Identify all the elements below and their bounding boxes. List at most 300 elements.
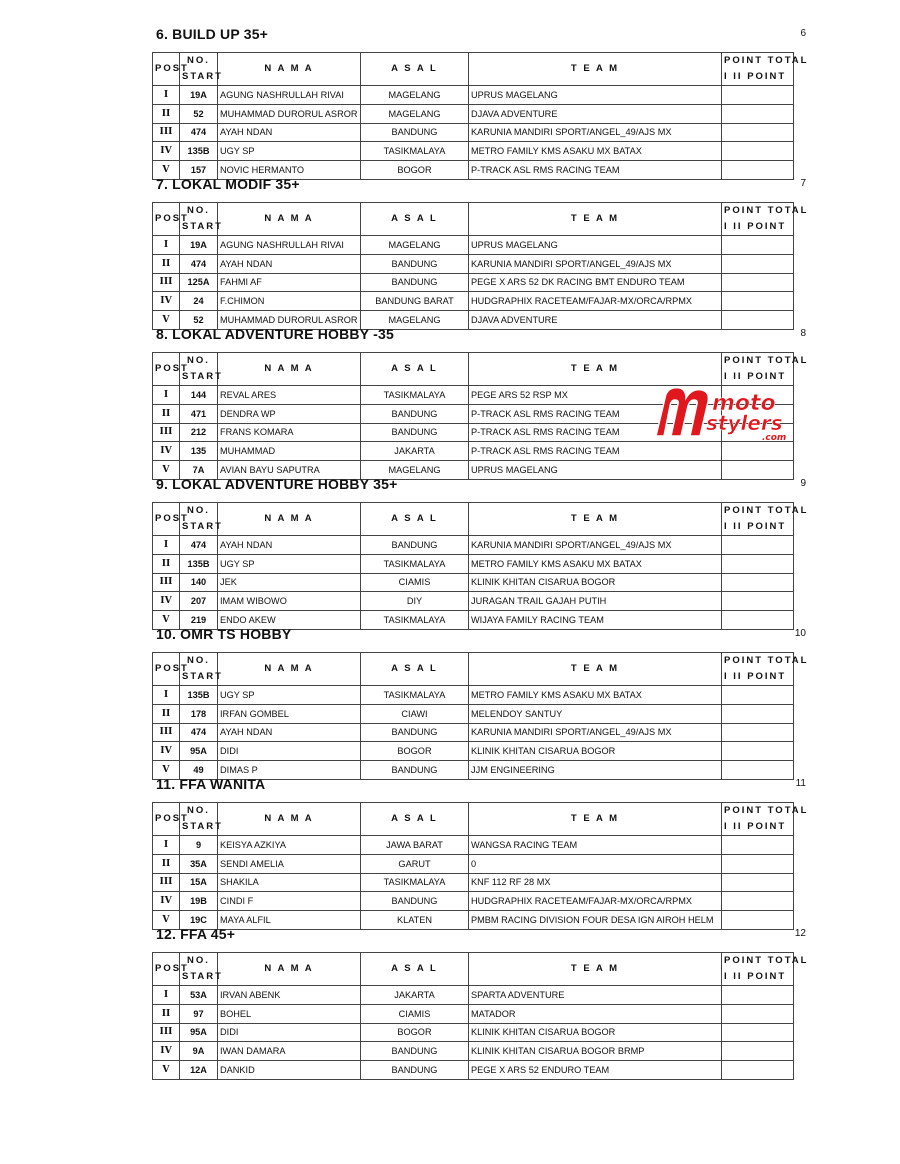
header-point-total xyxy=(722,503,809,536)
cell-post: III xyxy=(153,423,180,442)
header-point-total-text: I II POINT xyxy=(724,821,787,832)
cell-nama: JEK xyxy=(218,573,361,592)
cell-nama: IWAN DAMARA xyxy=(218,1042,361,1061)
cell-asal: TASIKMALAYA xyxy=(361,142,469,161)
cell-nama: BOHEL xyxy=(218,1004,361,1023)
table-row xyxy=(153,1004,794,1023)
header-point-total xyxy=(722,203,809,236)
cell-no: 97 xyxy=(180,1004,218,1023)
header-team-text: T E A M xyxy=(570,363,620,374)
cell-no: 140 xyxy=(180,573,218,592)
table-row xyxy=(153,854,794,873)
cell-nama: MUHAMMAD DURORUL ASROR xyxy=(218,104,361,123)
cell-no: 7A xyxy=(180,461,218,480)
cell-point-total xyxy=(722,142,794,161)
results-table xyxy=(152,952,809,1080)
cell-asal: BOGOR xyxy=(361,161,469,180)
cell-no: 135B xyxy=(180,554,218,573)
section-header xyxy=(152,776,808,796)
cell-nama: IMAM WIBOWO xyxy=(218,592,361,611)
cell-no: 9 xyxy=(180,836,218,855)
header-post-text: POST xyxy=(155,513,189,524)
cell-post: III xyxy=(153,723,180,742)
section-title: 9. LOKAL ADVENTURE HOBBY 35+ xyxy=(156,476,398,492)
header-asal xyxy=(361,53,469,86)
motostylers-logo xyxy=(650,380,810,444)
cell-nama: DANKID xyxy=(218,1061,361,1080)
section-number: 8 xyxy=(800,328,806,339)
header-no-start-text: NO. xyxy=(187,955,210,966)
cell-post: II xyxy=(153,1004,180,1023)
cell-team: P-TRACK ASL RMS RACING TEAM xyxy=(469,442,722,461)
header-no-start-text: NO. xyxy=(187,655,210,666)
table-row xyxy=(153,873,794,892)
header-nama xyxy=(218,203,361,236)
table-row xyxy=(153,1023,794,1042)
header-team-text: T E A M xyxy=(570,63,620,74)
cell-asal: DIY xyxy=(361,592,469,611)
cell-point-total xyxy=(722,573,794,592)
header-nama-text: N A M A xyxy=(264,963,314,974)
header-no-start-text: START xyxy=(182,371,223,382)
cell-asal: MAGELANG xyxy=(361,461,469,480)
header-asal xyxy=(361,353,469,386)
table-row xyxy=(153,104,794,123)
cell-team: JURAGAN TRAIL GAJAH PUTIH xyxy=(469,592,722,611)
table-row xyxy=(153,254,794,273)
cell-asal: BANDUNG xyxy=(361,536,469,555)
cell-nama: CINDI F xyxy=(218,892,361,911)
header-nama xyxy=(218,653,361,686)
table-row xyxy=(153,686,794,705)
cell-nama: AGUNG NASHRULLAH RIVAI xyxy=(218,86,361,105)
header-post xyxy=(153,53,189,86)
section-title: 10. OMR TS HOBBY xyxy=(156,626,292,642)
cell-asal: MAGELANG xyxy=(361,311,469,330)
header-team xyxy=(469,953,722,986)
cell-point-total xyxy=(722,292,794,311)
header-point-total-text: POINT TOTAL xyxy=(724,805,809,816)
cell-point-total xyxy=(722,986,794,1005)
cell-no: 12A xyxy=(180,1061,218,1080)
table-row xyxy=(153,573,794,592)
cell-post: III xyxy=(153,573,180,592)
header-no-start-text: START xyxy=(182,671,223,682)
cell-point-total xyxy=(722,86,794,105)
cell-post: IV xyxy=(153,742,180,761)
cell-asal: KLATEN xyxy=(361,911,469,930)
cell-post: V xyxy=(153,761,180,780)
section-header xyxy=(152,626,808,646)
cell-no: 52 xyxy=(180,311,218,330)
cell-post: V xyxy=(153,911,180,930)
cell-point-total xyxy=(722,1004,794,1023)
cell-team: P-TRACK ASL RMS RACING TEAM xyxy=(469,161,722,180)
header-nama xyxy=(218,503,361,536)
cell-team: UPRUS MAGELANG xyxy=(469,86,722,105)
cell-no: 135B xyxy=(180,142,218,161)
table-row xyxy=(153,1061,794,1080)
header-post xyxy=(153,653,189,686)
cell-post: IV xyxy=(153,892,180,911)
cell-team: HUDGRAPHIX RACETEAM/FAJAR-MX/ORCA/RPMX xyxy=(469,292,722,311)
cell-team: KLINIK KHITAN CISARUA BOGOR xyxy=(469,742,722,761)
header-asal-text: A S A L xyxy=(391,63,438,74)
header-no-start-text: START xyxy=(182,521,223,532)
cell-team: UPRUS MAGELANG xyxy=(469,461,722,480)
header-no-start xyxy=(180,953,223,986)
cell-team: WANGSA RACING TEAM xyxy=(469,836,722,855)
header-post-text: POST xyxy=(155,63,189,74)
header-nama-text: N A M A xyxy=(264,663,314,674)
cell-no: 178 xyxy=(180,704,218,723)
cell-post: V xyxy=(153,311,180,330)
cell-nama: DIDI xyxy=(218,1023,361,1042)
header-nama xyxy=(218,353,361,386)
header-team xyxy=(469,803,722,836)
cell-no: 207 xyxy=(180,592,218,611)
header-asal-text: A S A L xyxy=(391,963,438,974)
cell-asal: JAKARTA xyxy=(361,986,469,1005)
section-title: 6. BUILD UP 35+ xyxy=(156,26,269,42)
cell-post: I xyxy=(153,536,180,555)
cell-team: DJAVA ADVENTURE xyxy=(469,104,722,123)
header-team xyxy=(469,203,722,236)
cell-team: METRO FAMILY KMS ASAKU MX BATAX xyxy=(469,686,722,705)
cell-post: I xyxy=(153,86,180,105)
cell-point-total xyxy=(722,536,794,555)
cell-team: UPRUS MAGELANG xyxy=(469,236,722,255)
cell-no: 95A xyxy=(180,742,218,761)
cell-no: 19C xyxy=(180,911,218,930)
cell-no: 157 xyxy=(180,161,218,180)
cell-nama: DENDRA WP xyxy=(218,404,361,423)
cell-no: 95A xyxy=(180,1023,218,1042)
section-number: 7 xyxy=(800,178,806,189)
cell-no: 144 xyxy=(180,386,218,405)
cell-point-total xyxy=(722,704,794,723)
cell-nama: AYAH NDAN xyxy=(218,536,361,555)
header-nama xyxy=(218,53,361,86)
cell-asal: JAKARTA xyxy=(361,442,469,461)
cell-post: IV xyxy=(153,142,180,161)
table-row xyxy=(153,986,794,1005)
header-team-text: T E A M xyxy=(570,663,620,674)
cell-nama: SHAKILA xyxy=(218,873,361,892)
cell-asal: BANDUNG xyxy=(361,254,469,273)
cell-team: MATADOR xyxy=(469,1004,722,1023)
cell-team: PEGE X ARS 52 DK RACING BMT ENDURO TEAM xyxy=(469,273,722,292)
cell-point-total xyxy=(722,1061,794,1080)
header-post xyxy=(153,803,189,836)
header-asal xyxy=(361,653,469,686)
cell-nama: NOVIC HERMANTO xyxy=(218,161,361,180)
table-row xyxy=(153,442,794,461)
cell-asal: BANDUNG BARAT xyxy=(361,292,469,311)
cell-team: P-TRACK ASL RMS RACING TEAM xyxy=(469,423,722,442)
table-row xyxy=(153,86,794,105)
cell-nama: UGY SP xyxy=(218,554,361,573)
cell-nama: ENDO AKEW xyxy=(218,611,361,630)
header-asal-text: A S A L xyxy=(391,213,438,224)
section-number: 11 xyxy=(795,778,806,789)
cell-asal: BANDUNG xyxy=(361,761,469,780)
cell-post: III xyxy=(153,273,180,292)
cell-point-total xyxy=(722,592,794,611)
cell-team: METRO FAMILY KMS ASAKU MX BATAX xyxy=(469,554,722,573)
cell-point-total xyxy=(722,273,794,292)
header-point-total-text: I II POINT xyxy=(724,671,787,682)
cell-point-total xyxy=(722,236,794,255)
section-header xyxy=(152,326,808,346)
header-point-total-text: POINT TOTAL xyxy=(724,505,809,516)
header-nama-text: N A M A xyxy=(264,363,314,374)
header-no-start-text: NO. xyxy=(187,805,210,816)
header-team-text: T E A M xyxy=(570,213,620,224)
header-post xyxy=(153,353,189,386)
result-section xyxy=(152,626,809,776)
table-row xyxy=(153,742,794,761)
cell-post: III xyxy=(153,123,180,142)
cell-post: IV xyxy=(153,1042,180,1061)
results-table xyxy=(152,652,809,780)
header-point-total xyxy=(722,953,809,986)
cell-team: 0 xyxy=(469,854,722,873)
cell-team: MELENDOY SANTUY xyxy=(469,704,722,723)
cell-no: 15A xyxy=(180,873,218,892)
header-no-start xyxy=(180,503,223,536)
cell-point-total xyxy=(722,723,794,742)
header-post-text: POST xyxy=(155,363,189,374)
section-title: 11. FFA WANITA xyxy=(156,776,266,792)
header-nama-text: N A M A xyxy=(264,813,314,824)
cell-post: I xyxy=(153,836,180,855)
table-row xyxy=(153,892,794,911)
cell-post: II xyxy=(153,254,180,273)
header-no-start xyxy=(180,353,223,386)
cell-nama: REVAL ARES xyxy=(218,386,361,405)
header-nama xyxy=(218,953,361,986)
header-no-start xyxy=(180,653,223,686)
header-post-text: POST xyxy=(155,963,189,974)
cell-asal: CIAMIS xyxy=(361,1004,469,1023)
cell-no: 474 xyxy=(180,254,218,273)
cell-post: V xyxy=(153,1061,180,1080)
header-no-start xyxy=(180,203,223,236)
header-no-start-text: START xyxy=(182,971,223,982)
section-number: 10 xyxy=(794,628,806,639)
cell-no: 474 xyxy=(180,723,218,742)
cell-team: KARUNIA MANDIRI SPORT/ANGEL_49/AJS MX xyxy=(469,123,722,142)
cell-post: II xyxy=(153,104,180,123)
results-table xyxy=(152,502,809,630)
header-no-start xyxy=(180,803,223,836)
cell-point-total xyxy=(722,442,794,461)
header-asal-text: A S A L xyxy=(391,363,438,374)
cell-no: 219 xyxy=(180,611,218,630)
table-row xyxy=(153,723,794,742)
cell-asal: CIAWI xyxy=(361,704,469,723)
table-row xyxy=(153,704,794,723)
logo-m-mark xyxy=(656,388,708,436)
section-title: 12. FFA 45+ xyxy=(156,926,236,942)
header-no-start-text: NO. xyxy=(187,205,210,216)
header-no-start-text: NO. xyxy=(187,505,210,516)
header-nama-text: N A M A xyxy=(264,63,314,74)
cell-nama: DIDI xyxy=(218,742,361,761)
cell-nama: MUHAMMAD xyxy=(218,442,361,461)
logo-text-stylers: stylers xyxy=(706,411,783,435)
cell-nama: AVIAN BAYU SAPUTRA xyxy=(218,461,361,480)
section-header xyxy=(152,476,808,496)
header-post xyxy=(153,203,189,236)
cell-point-total xyxy=(722,123,794,142)
cell-nama: FAHMI AF xyxy=(218,273,361,292)
cell-point-total xyxy=(722,892,794,911)
header-post-text: POST xyxy=(155,813,189,824)
cell-team: PEGE X ARS 52 ENDURO TEAM xyxy=(469,1061,722,1080)
header-point-total-text: I II POINT xyxy=(724,971,787,982)
section-number: 9 xyxy=(800,478,806,489)
cell-no: 19A xyxy=(180,86,218,105)
cell-point-total xyxy=(722,104,794,123)
table-header-row xyxy=(153,953,794,986)
cell-team: JJM ENGINEERING xyxy=(469,761,722,780)
header-point-total-text: POINT TOTAL xyxy=(724,355,809,366)
cell-no: 471 xyxy=(180,404,218,423)
cell-no: 135B xyxy=(180,686,218,705)
result-section xyxy=(152,26,809,176)
cell-team: KARUNIA MANDIRI SPORT/ANGEL_49/AJS MX xyxy=(469,254,722,273)
logo-text-com: .com xyxy=(762,433,787,443)
cell-point-total xyxy=(722,254,794,273)
cell-team: P-TRACK ASL RMS RACING TEAM xyxy=(469,404,722,423)
header-nama-text: N A M A xyxy=(264,213,314,224)
section-header xyxy=(152,176,808,196)
table-row xyxy=(153,142,794,161)
cell-team: DJAVA ADVENTURE xyxy=(469,311,722,330)
header-asal xyxy=(361,953,469,986)
cell-nama: UGY SP xyxy=(218,142,361,161)
header-asal-text: A S A L xyxy=(391,513,438,524)
cell-post: II xyxy=(153,854,180,873)
header-team-text: T E A M xyxy=(570,963,620,974)
cell-no: 9A xyxy=(180,1042,218,1061)
result-section xyxy=(152,176,809,326)
results-table xyxy=(152,52,809,180)
header-point-total-text: I II POINT xyxy=(724,371,787,382)
cell-asal: BOGOR xyxy=(361,1023,469,1042)
cell-asal: BANDUNG xyxy=(361,1061,469,1080)
cell-team: WIJAYA FAMILY RACING TEAM xyxy=(469,611,722,630)
header-point-total-text: POINT TOTAL xyxy=(724,55,809,66)
cell-point-total xyxy=(722,873,794,892)
cell-asal: BANDUNG xyxy=(361,404,469,423)
header-no-start-text: START xyxy=(182,221,223,232)
cell-asal: GARUT xyxy=(361,854,469,873)
cell-nama: IRFAN GOMBEL xyxy=(218,704,361,723)
header-asal xyxy=(361,203,469,236)
cell-point-total xyxy=(722,742,794,761)
table-row xyxy=(153,592,794,611)
cell-team: KNF 112 RF 28 MX xyxy=(469,873,722,892)
header-nama xyxy=(218,803,361,836)
cell-no: 53A xyxy=(180,986,218,1005)
cell-team: SPARTA ADVENTURE xyxy=(469,986,722,1005)
table-row xyxy=(153,836,794,855)
header-no-start-text: START xyxy=(182,821,223,832)
header-team-text: T E A M xyxy=(570,813,620,824)
cell-nama: IRVAN ABENK xyxy=(218,986,361,1005)
header-point-total-text: POINT TOTAL xyxy=(724,955,809,966)
section-title: 7. LOKAL MODIF 35+ xyxy=(156,176,300,192)
cell-point-total xyxy=(722,686,794,705)
cell-asal: TASIKMALAYA xyxy=(361,611,469,630)
result-section xyxy=(152,926,809,1076)
cell-post: V xyxy=(153,461,180,480)
cell-post: IV xyxy=(153,292,180,311)
table-row xyxy=(153,273,794,292)
cell-no: 19A xyxy=(180,236,218,255)
table-row xyxy=(153,554,794,573)
cell-nama: F.CHIMON xyxy=(218,292,361,311)
header-point-total-text: POINT TOTAL xyxy=(724,205,809,216)
header-asal-text: A S A L xyxy=(391,813,438,824)
cell-asal: TASIKMALAYA xyxy=(361,554,469,573)
cell-asal: MAGELANG xyxy=(361,104,469,123)
cell-nama: AYAH NDAN xyxy=(218,723,361,742)
results-table xyxy=(152,802,809,930)
cell-asal: BANDUNG xyxy=(361,892,469,911)
cell-nama: FRANS KOMARA xyxy=(218,423,361,442)
cell-nama: AYAH NDAN xyxy=(218,254,361,273)
results-table xyxy=(152,202,809,330)
cell-team: PMBM RACING DIVISION FOUR DESA IGN AIROH HELM xyxy=(469,911,722,930)
cell-asal: BANDUNG xyxy=(361,1042,469,1061)
table-header-row xyxy=(153,203,794,236)
cell-post: I xyxy=(153,986,180,1005)
cell-post: III xyxy=(153,873,180,892)
cell-team: HUDGRAPHIX RACETEAM/FAJAR-MX/ORCA/RPMX xyxy=(469,892,722,911)
cell-asal: CIAMIS xyxy=(361,573,469,592)
cell-nama: SENDI AMELIA xyxy=(218,854,361,873)
cell-team: METRO FAMILY KMS ASAKU MX BATAX xyxy=(469,142,722,161)
cell-no: 19B xyxy=(180,892,218,911)
header-nama-text: N A M A xyxy=(264,513,314,524)
cell-team: PEGE ARS 52 RSP MX xyxy=(469,386,722,405)
header-no-start-text: NO. xyxy=(187,355,210,366)
cell-no: 52 xyxy=(180,104,218,123)
cell-post: IV xyxy=(153,442,180,461)
cell-no: 474 xyxy=(180,123,218,142)
cell-no: 135 xyxy=(180,442,218,461)
cell-asal: BOGOR xyxy=(361,742,469,761)
header-post-text: POST xyxy=(155,213,189,224)
header-no-start-text: START xyxy=(182,71,223,82)
cell-asal: BANDUNG xyxy=(361,273,469,292)
cell-nama: DIMAS P xyxy=(218,761,361,780)
cell-post: II xyxy=(153,704,180,723)
cell-no: 212 xyxy=(180,423,218,442)
section-header xyxy=(152,26,808,46)
cell-post: V xyxy=(153,611,180,630)
result-section xyxy=(152,776,809,926)
cell-point-total xyxy=(722,836,794,855)
cell-point-total xyxy=(722,854,794,873)
cell-point-total xyxy=(722,1042,794,1061)
cell-asal: BANDUNG xyxy=(361,723,469,742)
table-header-row xyxy=(153,503,794,536)
